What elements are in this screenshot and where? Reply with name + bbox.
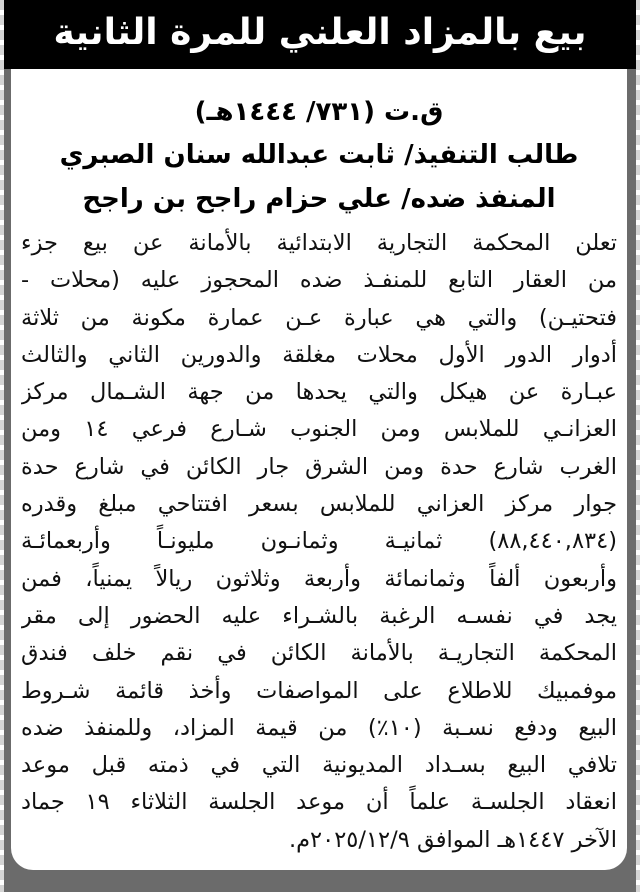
notice-line: عبـارة عن هيكل والتي يحدها من جهة الشـمال مركز — [21, 379, 617, 406]
advertisement-frame — [4, 0, 636, 892]
notice-line-session: انعقاد الجلسـة علماً أن موعد الجلسة الثلاثاء ١٩ جماد — [21, 789, 617, 816]
notice-line: الغرب شارع حدة ومن الشرق جار الكائن في شارع حدة — [21, 453, 617, 480]
notice-line: المحكمة التجاريـة بالأمانة الكائن في نقم خلف فندق — [21, 640, 617, 667]
execution-applicant: طالب التنفيذ/ ثابت عبدالله سنان الصبري — [59, 140, 579, 170]
notice-panel — [11, 69, 627, 870]
notice-line: أدوار الدور الأول محلات مغلقة والدورين الثاني والثالث — [21, 341, 617, 368]
notice-line: وأربعون ألفاً وثمانمائة وأربعة وثلاثون ريالاً يمنياً، فمن — [21, 565, 617, 592]
notice-line: موفمبيك للاطلاع على المواصفات وأخذ قائمة شـروط — [21, 677, 617, 704]
scan-edge-right — [636, 0, 640, 892]
notice-line: تعلن المحكمة التجارية الابتدائية بالأمانة عن بيع جزء — [21, 230, 617, 256]
executed-against: المنفذ ضده/ علي حزام راجح بن راجح — [82, 184, 556, 214]
notice-line: جوار مركز العزاني للملابس بسعر افتتاحي مبلغ وقدره — [21, 491, 617, 518]
header-bar — [4, 0, 636, 69]
case-block — [21, 91, 617, 221]
page-title: بيع بالمزاد العلني للمرة الثانية — [53, 11, 587, 53]
notice-body — [21, 225, 617, 859]
scan-edge-left — [0, 0, 4, 892]
case-number: ق.ت (٧٣١/ ١٤٤٤هـ) — [194, 97, 444, 127]
notice-line: من العقار التابع للمنفـذ ضده المحجوز عليه (محلات - — [21, 267, 617, 294]
notice-line: تلافي البيع بسـداد المديونية التي في ذمته قبل موعد — [21, 752, 617, 779]
notice-line-price: (٨٨,٤٤٠,٨٣٤) ثمانيـة وثمانـون مليونـاً وأربعمائـة — [21, 528, 617, 555]
notice-line-deposit: البيع ودفع نسـبة (١٠٪) من قيمة المزاد، وللمنفذ ضده — [21, 714, 617, 741]
notice-line: فتحتيـن) والتي هي عبارة عـن عمارة مكونة من ثلاثة — [21, 304, 617, 331]
notice-line-date: الآخر ١٤٤٧هـ الموافق ٢٠٢٥/١٢/٩م. — [288, 826, 617, 853]
notice-line: يجد في نفسـه الرغبة بالشـراء عليه الحضور إلى مقر — [21, 602, 617, 629]
notice-line: العزانـي للملابس ومن الجنوب شـارع فرعي ١٤ ومن — [21, 416, 617, 443]
